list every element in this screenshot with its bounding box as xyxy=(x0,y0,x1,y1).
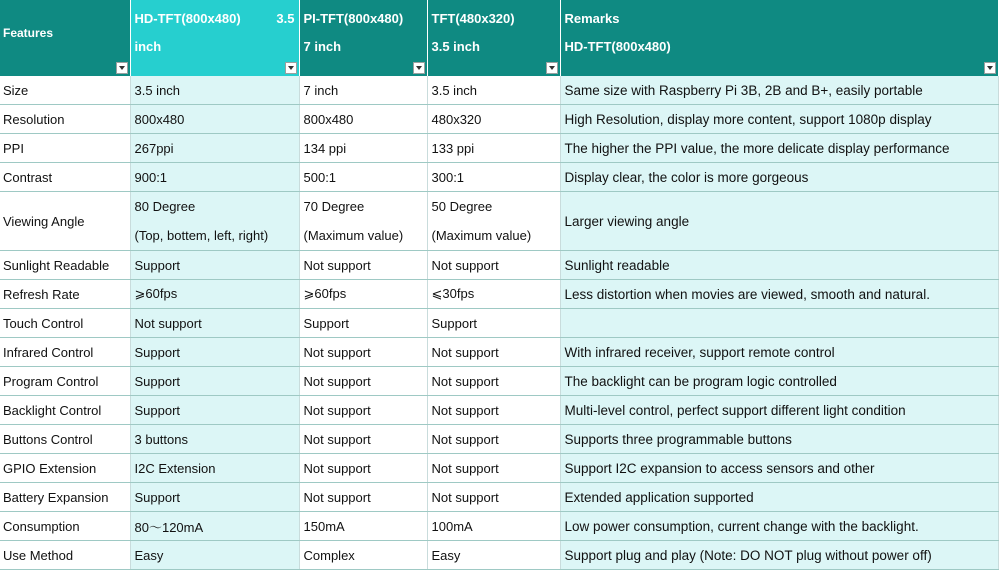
remark-cell xyxy=(560,309,998,338)
pi-tft-cell: 800x480 xyxy=(299,105,427,134)
table-row xyxy=(0,483,998,512)
header-pi-tft-size: 7 inch xyxy=(303,39,342,54)
feature-cell: Viewing Angle xyxy=(0,192,130,251)
feature-cell: Backlight Control xyxy=(0,396,130,425)
table-row xyxy=(0,192,998,251)
header-remarks-model: HD-TFT(800x480) xyxy=(564,39,671,54)
header-tft-size: 3.5 inch xyxy=(431,39,480,54)
header-features xyxy=(0,0,130,76)
pi-tft-cell: Not support xyxy=(299,425,427,454)
header-hd-tft-unit: inch xyxy=(134,39,162,54)
pi-tft-cell: Not support xyxy=(299,367,427,396)
tft-cell: Not support xyxy=(427,251,560,280)
pi-tft-cell xyxy=(299,192,427,251)
feature-cell: Use Method xyxy=(0,541,130,570)
tft-cell: Not support xyxy=(427,425,560,454)
header-row xyxy=(0,0,998,76)
table-row xyxy=(0,396,998,425)
header-features-label: Features xyxy=(3,26,54,40)
table-row xyxy=(0,541,998,570)
tft-cell: 300:1 xyxy=(427,163,560,192)
header-remarks xyxy=(560,0,998,76)
filter-dropdown-icon[interactable] xyxy=(546,62,558,74)
pi-tft-cell: ⩾60fps xyxy=(299,280,427,309)
feature-cell: Touch Control xyxy=(0,309,130,338)
hd-tft-cell: 900:1 xyxy=(130,163,299,192)
hd-tft-cell: Support xyxy=(130,483,299,512)
pi-tft-cell: 7 inch xyxy=(299,76,427,105)
hd-tft-cell: 3.5 inch xyxy=(130,76,299,105)
remark-cell: Display clear, the color is more gorgeous xyxy=(560,163,998,192)
tft-cell: 100mA xyxy=(427,512,560,541)
pi-tft-cell-line1: 70 Degree xyxy=(303,199,365,214)
pi-tft-cell: Not support xyxy=(299,251,427,280)
hd-tft-cell: 80～120mA xyxy=(130,512,299,541)
pi-tft-cell: Not support xyxy=(299,454,427,483)
remark-cell: Support plug and play (Note: DO NOT plug without power off) xyxy=(560,541,998,570)
remark-cell: Same size with Raspberry Pi 3B, 2B and B+, easily portable xyxy=(560,76,998,105)
header-hd-tft-model: HD-TFT(800x480) xyxy=(134,11,241,26)
header-pi-tft xyxy=(299,0,427,76)
tft-cell: 133 ppi xyxy=(427,134,560,163)
header-pi-tft-model: PI-TFT(800x480) xyxy=(303,11,404,26)
remark-cell: High Resolution, display more content, support 1080p display xyxy=(560,105,998,134)
pi-tft-cell: Support xyxy=(299,309,427,338)
hd-tft-cell: 3 buttons xyxy=(130,425,299,454)
hd-tft-cell-line2: (Top, bottem, left, right) xyxy=(134,228,269,243)
table-row xyxy=(0,134,998,163)
filter-dropdown-icon[interactable] xyxy=(984,62,996,74)
remark-cell: Supports three programmable buttons xyxy=(560,425,998,454)
tft-cell xyxy=(427,192,560,251)
filter-dropdown-icon[interactable] xyxy=(413,62,425,74)
remark-cell: Low power consumption, current change with the backlight. xyxy=(560,512,998,541)
tft-cell: ⩽30fps xyxy=(427,280,560,309)
hd-tft-cell: I2C Extension xyxy=(130,454,299,483)
tft-cell: Support xyxy=(427,309,560,338)
remark-cell: The backlight can be program logic controlled xyxy=(560,367,998,396)
hd-tft-cell: Not support xyxy=(130,309,299,338)
hd-tft-cell: ⩾60fps xyxy=(130,280,299,309)
header-hd-tft-size: 3.5 xyxy=(276,11,295,26)
table-row xyxy=(0,76,998,105)
feature-cell: Consumption xyxy=(0,512,130,541)
table-row xyxy=(0,163,998,192)
feature-cell: PPI xyxy=(0,134,130,163)
remark-cell: With infrared receiver, support remote control xyxy=(560,338,998,367)
tft-cell: Not support xyxy=(427,367,560,396)
pi-tft-cell: 500:1 xyxy=(299,163,427,192)
remark-cell: Extended application supported xyxy=(560,483,998,512)
remark-cell: Larger viewing angle xyxy=(560,192,998,251)
tft-cell: 3.5 inch xyxy=(427,76,560,105)
table-row xyxy=(0,280,998,309)
remark-cell: Sunlight readable xyxy=(560,251,998,280)
hd-tft-cell: Support xyxy=(130,367,299,396)
feature-cell: Resolution xyxy=(0,105,130,134)
tft-cell: Not support xyxy=(427,338,560,367)
table-row xyxy=(0,367,998,396)
table-row xyxy=(0,338,998,367)
pi-tft-cell: Not support xyxy=(299,396,427,425)
feature-cell: Program Control xyxy=(0,367,130,396)
pi-tft-cell: Not support xyxy=(299,483,427,512)
pi-tft-cell: 134 ppi xyxy=(299,134,427,163)
hd-tft-cell: Support xyxy=(130,338,299,367)
tft-cell-line1: 50 Degree xyxy=(431,199,493,214)
table-row xyxy=(0,454,998,483)
hd-tft-cell: Support xyxy=(130,396,299,425)
tft-cell: Not support xyxy=(427,483,560,512)
feature-cell: Contrast xyxy=(0,163,130,192)
tft-cell: 480x320 xyxy=(427,105,560,134)
tft-cell: Not support xyxy=(427,396,560,425)
pi-tft-cell-line2: (Maximum value) xyxy=(303,228,404,243)
table-row xyxy=(0,512,998,541)
pi-tft-cell: Complex xyxy=(299,541,427,570)
header-tft xyxy=(427,0,560,76)
feature-cell: GPIO Extension xyxy=(0,454,130,483)
filter-dropdown-icon[interactable] xyxy=(116,62,128,74)
header-tft-model: TFT(480x320) xyxy=(431,11,515,26)
feature-cell: Size xyxy=(0,76,130,105)
remark-cell: Less distortion when movies are viewed, smooth and natural. xyxy=(560,280,998,309)
feature-cell: Battery Expansion xyxy=(0,483,130,512)
tft-cell-line2: (Maximum value) xyxy=(431,228,532,243)
feature-cell: Refresh Rate xyxy=(0,280,130,309)
tft-cell: Not support xyxy=(427,454,560,483)
feature-cell: Buttons Control xyxy=(0,425,130,454)
table-row xyxy=(0,105,998,134)
table-row xyxy=(0,425,998,454)
hd-tft-cell-line1: 80 Degree xyxy=(134,199,196,214)
header-remarks-label: Remarks xyxy=(564,11,620,26)
feature-cell: Infrared Control xyxy=(0,338,130,367)
feature-cell: Sunlight Readable xyxy=(0,251,130,280)
table-row xyxy=(0,309,998,338)
hd-tft-cell: Support xyxy=(130,251,299,280)
tft-cell: Easy xyxy=(427,541,560,570)
hd-tft-cell xyxy=(130,192,299,251)
remark-cell: The higher the PPI value, the more delicate display performance xyxy=(560,134,998,163)
remark-cell: Multi-level control, perfect support different light condition xyxy=(560,396,998,425)
table-row xyxy=(0,251,998,280)
pi-tft-cell: 150mA xyxy=(299,512,427,541)
pi-tft-cell: Not support xyxy=(299,338,427,367)
hd-tft-cell: 267ppi xyxy=(130,134,299,163)
remark-cell: Support I2C expansion to access sensors and other xyxy=(560,454,998,483)
header-hd-tft xyxy=(130,0,299,76)
hd-tft-cell: 800x480 xyxy=(130,105,299,134)
hd-tft-cell: Easy xyxy=(130,541,299,570)
filter-dropdown-icon[interactable] xyxy=(285,62,297,74)
